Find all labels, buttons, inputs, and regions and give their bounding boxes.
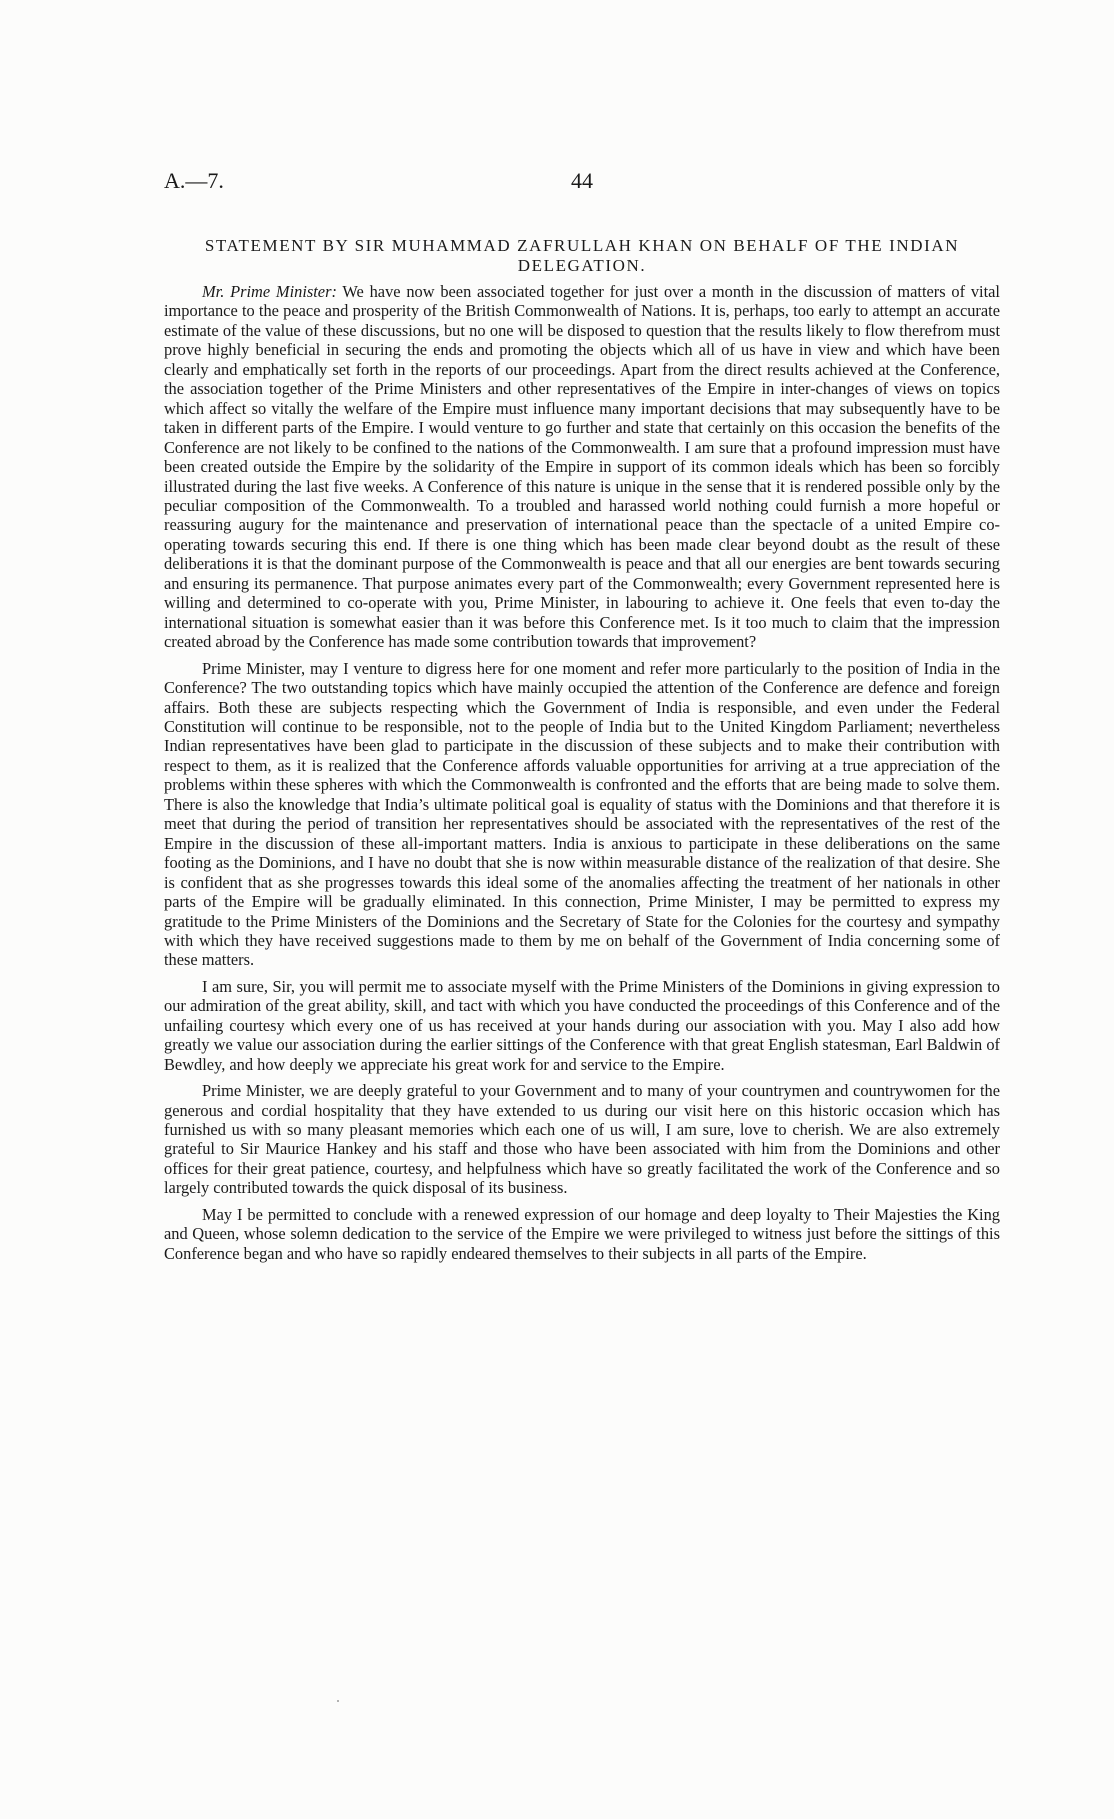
- paragraph: I am sure, Sir, you will permit me to associate myself with the Prime Ministers of the Dominions in giving expression to our admiration of the great ability, skill, and tact with which you have conducted the proceedings of this Conference and of the unfailing courtesy which every one of us has received at your hands during our association with you. May I also add how greatly we value our association during the earlier sittings of the Conference with that great English statesman, Earl Baldwin of Bewdley, and how deeply we appreciate his great work for and service to the Empire.: [164, 976, 1000, 1074]
- statement-title: STATEMENT BY SIR MUHAMMAD ZAFRULLAH KHAN ON BEHALF OF THE INDIAN DELEGATION.: [204, 236, 960, 275]
- paragraph: [164, 282, 1000, 652]
- page-number: 44: [571, 168, 593, 193]
- paragraph: Prime Minister, may I venture to digress here for one moment and refer more particularly to the position of India in the Conference? The two outstanding topics which have mainly occupied the attention of the Conference are defence and foreign affairs. Both these are subjects respecting which the Government of India is responsible, and even under the Federal Constitution will continue to be responsible, not to the people of India but to the United Kingdom Parliament; nevertheless Indian representatives have been glad to participate in the discussion of these subjects and to make their contribution with respect to them, as it is realized that the Conference affords valuable opportunities for arriving at a true appreciation of the problems within these spheres with which the Commonwealth is confronted and the efforts that are being made to solve them. There is also the knowledge that India’s ultimate political goal is equality of status with the Dominions and that therefore it is meet that during the period of transition her representatives should be associated with the representatives of the rest of the Empire in the discussion of these all-important matters. India is anxious to participate in these deliberations on the same footing as the Dominions, and I have no doubt that she is now within measurable distance of the realization of that desire. She is confident that as she progresses towards this ideal some of the anomalies affecting the treatment of her nationals in other parts of the Empire will be gradually eliminated. In this connection, Prime Minister, I may be permitted to express my gratitude to the Prime Ministers of the Dominions and the Secretary of State for the Colonies for the courtesy and sympathy with which they have received suggestions made to them by me on behalf of the Government of India concerning some of these matters.: [164, 658, 1000, 970]
- salutation: Mr. Prime Minister:: [202, 282, 337, 301]
- page-header: [164, 168, 1000, 198]
- statement-body: [164, 282, 1000, 1263]
- paragraph: May I be permitted to conclude with a renewed expression of our homage and deep loyalty to Their Majesties the King and Queen, whose solemn dedication to the service of the Empire we were privileged to witness just before the sittings of this Conference began and who have so rapidly endeared themselves to their subjects in all parts of the Empire.: [164, 1204, 1000, 1263]
- paragraph: Prime Minister, we are deeply grateful to your Government and to many of your countrymen and countrywomen for the generous and cordial hospitality that they have extended to us during our visit here on this historic occasion which has furnished us with so many pleasant memories which each one of us will, I am sure, love to cherish. We are also extremely grateful to Sir Maurice Hankey and his staff and those who have been associated with him from the Dominions and other offices for their great patience, courtesy, and helpfulness which have so greatly facilitated the work of the Conference and so largely contributed towards the quick disposal of its business.: [164, 1081, 1000, 1198]
- paragraph-text: We have now been associated together for just over a month in the discussion of matters of vital importance to the peace and prosperity of the British Commonwealth of Nations. It is, perhaps, too early to attempt an accurate estimate of the value of these discussions, but no one will be disposed to question that the results likely to flow therefrom must prove highly beneficial in securing the ends and promoting the objects which all of us have in view and which have been clearly and emphatically set forth in the reports of our proceedings. Apart from the direct results achieved at the Conference, the association together of the Prime Ministers and other representatives of the Empire in inter-changes of views on topics which affect so vitally the welfare of the Empire must influence many important decisions that may subsequently have to be taken in different parts of the Empire. I would venture to go further and state that certainly on this occasion the benefits of the Conference are not likely to be confined to the nations of the Commonwealth. I am sure that a profound impression must have been created outside the Empire by the solidarity of the Empire in support of its common ideals which has been so forcibly illustrated during the last five weeks. A Conference of this nature is unique in the sense that it is rendered possible only by the peculiar composition of the Commonwealth. To a troubled and harassed world nothing could furnish a more hopeful or reassuring augury for the maintenance and preservation of international peace than the spectacle of a united Empire co-operating towards securing this end. If there is one thing which has been made clear beyond doubt as the result of these deliberations it is that the dominant purpose of the Commonwealth is peace and that all our energies are bent towards securing and ensuring its permanence. That purpose animates every part of the Commonwealth; every Government represented here is willing and determined to co-operate with you, Prime Minister, in labouring to achieve it. One feels that even to-day the international situation is somewhat easier than it was before this Conference met. Is it too much to claim that the impression created abroad by the Conference has made some contribution towards that improvement?: [164, 282, 1000, 652]
- document-reference: A.—7.: [164, 168, 224, 193]
- print-speck: [337, 1700, 339, 1702]
